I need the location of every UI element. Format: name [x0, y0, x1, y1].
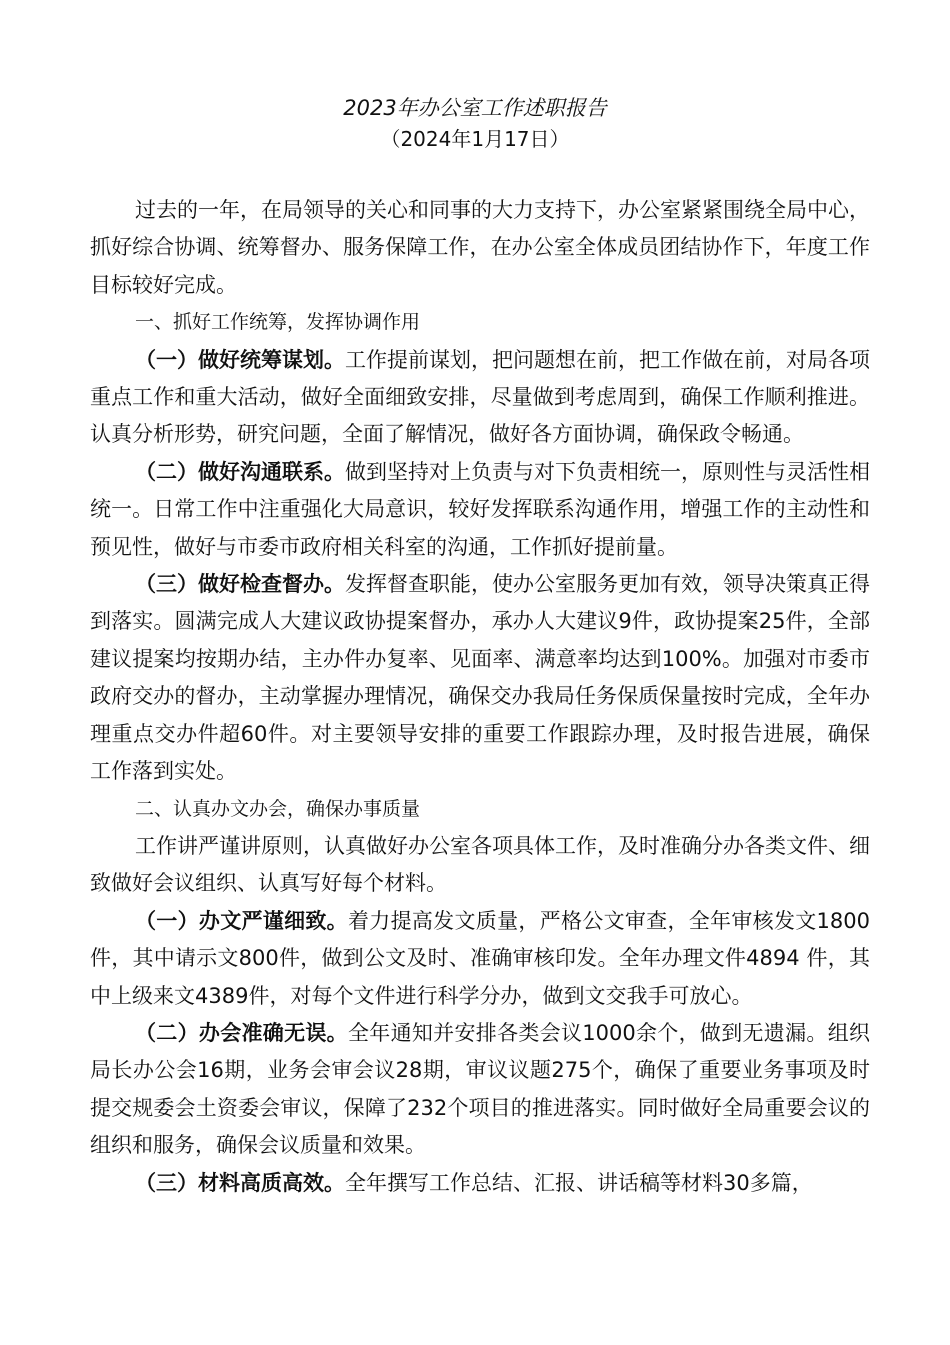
paragraph-coordination-planning [90, 342, 870, 454]
paragraph-label: （一）做好统筹谋划。 [135, 347, 345, 372]
paragraph-text: 做到坚持对上负责与对下负责相统一，原则性与灵活性相统一。日常工作中注重强化大局意识，较好发挥联系沟通作用，增强工作的主动性和预见性，做好与市委市政府相关科室的沟通，工作抓好提前量。 [90, 459, 870, 559]
paragraph-materials [90, 1165, 870, 1202]
paragraph-label: （三）做好检查督办。 [135, 572, 345, 597]
paragraph-label: （三）材料高质高效。 [135, 1170, 345, 1195]
paragraph-label: （一）办文严谨细致。 [135, 908, 348, 933]
document-date: （2024年1月17日） [380, 127, 570, 151]
paragraph-text: 全年通知并安排各类会议1000余个，做到无遗漏。组织局长办公会16期，业务会审会议28期，审议议题275个，确保了重要业务事项及时提交规委会土资委会审议，保障了232个项目的推进落实。同时做好全局重要会议的组织和服务，确保会议质量和效果。 [90, 1020, 870, 1158]
intro-paragraph: 过去的一年，在局领导的关心和同事的大力支持下，办公室紧紧围绕全局中心，抓好综合协调、统筹督办、服务保障工作，在办公室全体成员团结协作下，年度工作目标较好完成。 [90, 198, 870, 297]
paragraph-label: （二）做好沟通联系。 [135, 459, 345, 484]
section-heading-2: 二、认真办文办会，确保办事质量 [135, 797, 421, 820]
paragraph-text: 全年撰写工作总结、汇报、讲话稿等材料30多篇， [345, 1170, 813, 1195]
paragraph-supervision [90, 566, 870, 790]
paragraph-text: 着力提高发文质量，严格公文审查，全年审核发文1800件，其中请示文800件，做到公文及时、准确审核印发。全年办理文件4894 件，其中上级来文4389件，对每个文件进行科学分办，做到文交我手可放心。 [90, 908, 870, 1008]
section-heading-1: 一、抓好工作统筹，发挥协调作用 [135, 311, 421, 334]
paragraph-communication [90, 454, 870, 566]
paragraph-label: （二）办会准确无误。 [135, 1020, 348, 1045]
paragraph-text: 发挥督查职能，使办公室服务更加有效，领导决策真正得到落实。圆满完成人大建议政协提案督办，承办人大建议9件，政协提案25件，全部建议提案均按期办结，主办件办复率、见面率、满意率均达到100%。加强对市委市政府交办的督办，主动掌握办理情况，确保交办我局任务保质保量按时完成，全年办理重点交办件超60件。对主要领导安排的重要工作跟踪办理，及时报告进展，确保工作落到实处。 [90, 572, 870, 784]
document-title: 2023年办公室工作述职报告 [343, 96, 607, 120]
paragraph-text: 工作提前谋划，把问题想在前，把工作做在前，对局各项重点工作和重大活动，做好全面细致安排，尽量做到考虑周到，确保工作顺利推进。认真分析形势，研究问题，全面了解情况，做好各方面协调，确保政令畅通。 [90, 347, 870, 447]
document-body [90, 192, 870, 1202]
paragraph-meeting-handling [90, 1015, 870, 1165]
paragraph-document-handling [90, 903, 870, 1015]
section-2-intro: 工作讲严谨讲原则，认真做好办公室各项具体工作，及时准确分办各类文件、细致做好会议组织、认真写好每个材料。 [90, 833, 870, 896]
